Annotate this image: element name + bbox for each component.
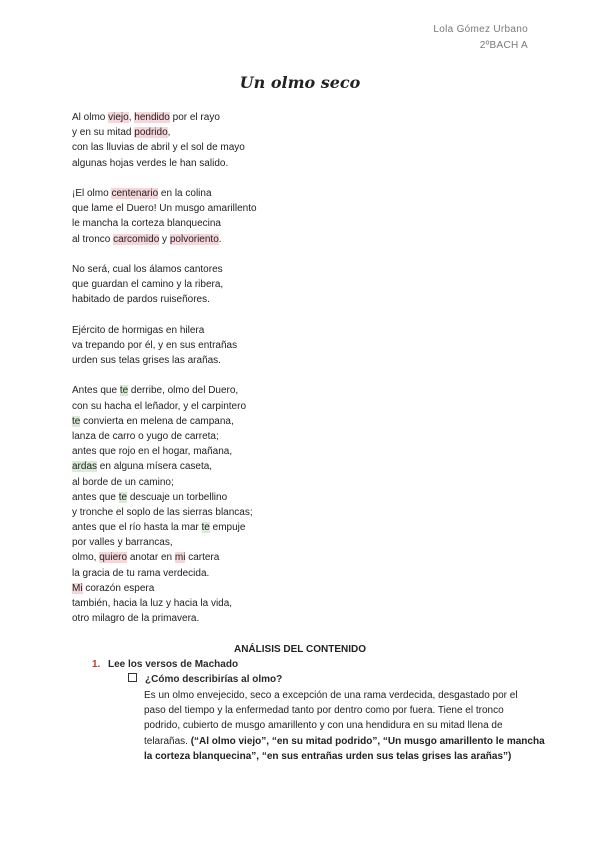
poem-line [72,566,257,581]
highlighted-word: te [201,522,210,534]
poem-text: también, hacia la luz y hacia la vida, [72,598,233,609]
poem-text: lanza de carro o yugo de carreta; [72,430,219,442]
poem-line [72,353,257,368]
poem-line [72,277,257,292]
highlighted-word: hendido [134,112,170,123]
highlighted-word: quiero [99,552,128,564]
poem-stanza [72,186,257,247]
poem-text: . [218,233,222,245]
highlighted-word: viejo [108,112,129,123]
poem-text: empuje [209,522,246,534]
poem-text: la gracia de tu rama verdecida. [72,567,210,579]
poem-text: Antes que [72,385,120,397]
poem-line [72,262,257,277]
question-text: Lee los versos de Machado [108,659,239,670]
poem-line [72,216,257,231]
document-header [433,22,528,54]
poem-line [72,429,257,444]
poem-text: al tronco [72,233,114,245]
poem-line [72,444,257,459]
poem-line [72,550,257,565]
highlighted-word: polvoriento [169,233,219,245]
poem-text: Ejército de hormigas en hilera [72,324,205,336]
poem-text: con su hacha el leñador, y el carpintero [72,400,246,412]
poem-text: cartera [185,552,220,564]
poem-text: anotar en [127,552,175,564]
poem-line [72,125,257,140]
highlighted-word: ardas [72,461,98,473]
poem-text: y tronche el soplo de las sierras blancas; [72,506,253,518]
section-title: ANÁLISIS DEL CONTENIDO [233,644,367,655]
poem-text: No será, cual los álamos cantores [72,263,223,275]
poem-text: y [159,233,170,245]
highlighted-word: carcomido [113,233,160,245]
poem-line [72,156,257,171]
poem-text: corazón espera [82,582,155,594]
answer-lead: telarañas. [144,735,191,747]
poem-text: antes que el río hasta la mar [72,522,202,534]
poem-stanza [72,262,257,308]
answer-line [144,734,545,749]
poem-line [72,292,257,307]
answer-quotes: (“Al olmo viejo”, “en su mitad podrido”, “Un musgo amarillento le mancha [190,735,545,747]
poem-text: con las lluvias de abril y el sol de mayo [72,142,245,154]
highlighted-word: te [118,491,128,503]
question-1 [92,659,238,670]
subquestion-text: ¿Cómo describirías al olmo? [145,674,283,685]
poem-text: al borde de un camino; [72,476,174,488]
highlighted-word: podrido [134,127,168,139]
poem-line [72,520,257,535]
poem-line [72,611,257,626]
poem-stanza [72,383,257,626]
poem-text: y en su mitad [72,127,135,139]
highlighted-word: te [72,415,81,427]
poem-text: olmo, [72,552,100,564]
poem-line [72,596,257,611]
highlighted-word: Mi [72,582,83,594]
poem-text: en la colina [158,187,212,199]
poem-text: , [167,127,171,139]
poem-text: algunas hojas verdes le han salido. [72,157,229,169]
poem-text: habitado de pardos ruiseñores. [72,294,210,306]
highlighted-word: te [119,385,129,397]
answer-line: paso del tiempo y la enfermedad tanto por dentro como por fuera. Tiene el tronco [144,705,504,717]
poem-text: ¡El olmo [72,187,112,199]
poem-text: , [128,112,135,123]
poem-line [72,505,257,520]
poem-stanza [72,110,257,171]
poem-text: antes que [72,491,119,503]
poem-line [72,399,257,414]
poem-line [72,459,257,474]
highlighted-word: centenario [111,187,159,199]
poem-stanza [72,323,257,369]
poem-text: derribe, olmo del Duero, [128,385,239,397]
poem-line [72,110,257,125]
poem-line [72,414,257,429]
poem-line [72,475,257,490]
poem-line [72,232,257,247]
answer-line: podrido, cubierto de musgo amarillento y con una hendidura en su mitad llena de [144,720,503,732]
poem-text: que guardan el camino y la ribera, [72,279,224,291]
poem-text: antes que rojo en el hogar, mañana, [72,446,233,458]
course-label: 2ºBACH A [479,40,528,51]
poem-text: que lame el Duero! Un musgo amarillento [72,203,257,215]
question-number: 1. [92,659,101,670]
poem-line [72,383,257,398]
poem-text: otro milagro de la primavera. [72,613,200,625]
subquestion [128,673,282,685]
poem-line [72,535,257,550]
poem-text: por valles y barrancas, [72,537,173,549]
poem-line [72,338,257,353]
answer-line: Es un olmo envejecido, seco a excepción de una rama verdecida, desgastado por el [144,690,518,701]
poem-text: va trepando por él, y en sus entrañas [72,339,238,351]
poem-text: por el rayo [169,112,220,123]
poem-text: descuaje un torbellino [127,491,228,503]
checkbox-icon [128,673,137,682]
poem-body [72,110,257,642]
poem-line [72,490,257,505]
author-name: Lola Gómez Urbano [433,24,528,35]
poem-title: Un olmo seco [239,73,361,92]
poem-text: urden sus telas grises las arañas. [72,355,221,366]
poem-line [72,201,257,216]
poem-text: en alguna mísera caseta, [97,461,213,473]
answer-quotes-continued: la corteza blanquecina”, “en sus entrañas urden sus telas grises las arañas”) [144,750,512,762]
answer-paragraph [144,688,545,764]
poem-line [72,323,257,338]
highlighted-word: mi [174,552,186,564]
poem-text: convierta en melena de campana, [80,415,234,427]
poem-text: Al olmo [72,112,109,123]
poem-line [72,140,257,155]
poem-text: le mancha la corteza blanquecina [72,218,221,230]
poem-line [72,581,257,596]
poem-line [72,186,257,201]
